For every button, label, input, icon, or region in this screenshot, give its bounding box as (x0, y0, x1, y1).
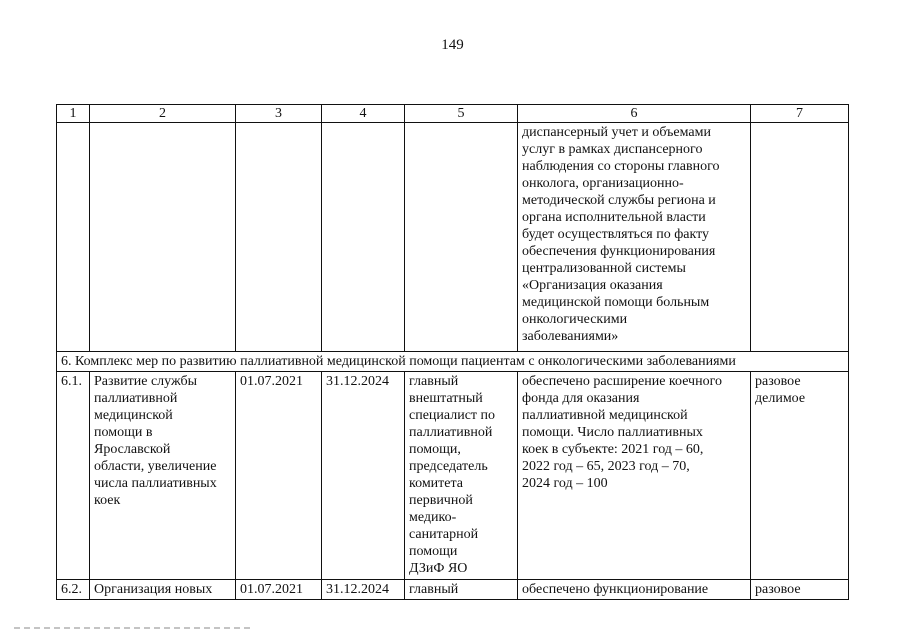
measure-name-cell (90, 580, 236, 600)
measures-table (56, 104, 849, 600)
responsible-line: комитета (409, 476, 464, 491)
end-date: 31.12.2024 (322, 580, 405, 600)
row-number: 6.2. (57, 580, 90, 600)
header-col-2: 2 (90, 105, 236, 123)
result-line: органа исполнительной власти (522, 210, 706, 225)
responsible-line: помощи (409, 544, 458, 559)
table-row (57, 372, 849, 580)
result-line: 2024 год – 100 (522, 476, 608, 491)
type-line: разовое (755, 374, 801, 389)
result-line: будет осуществляться по факту (522, 227, 710, 242)
measure-name-line: числа паллиативных (94, 476, 217, 491)
responsible-line: внештатный (409, 391, 483, 406)
result-line: медицинской помощи больным (522, 295, 710, 310)
result-line: 2022 год – 65, 2023 год – 70, (522, 459, 690, 474)
result-line: диспансерный учет и объемами (522, 125, 711, 140)
measure-name-cell (90, 372, 236, 580)
end-date: 31.12.2024 (322, 372, 405, 580)
result-line: помощи. Число паллиативных (522, 425, 703, 440)
result-line: методической службы региона и (522, 193, 716, 208)
type-cell (751, 372, 849, 580)
result-line: заболеваниями» (522, 329, 619, 344)
result-line: коек в субъекте: 2021 год – 60, (522, 442, 704, 457)
table-row (57, 580, 849, 600)
responsible-line: первичной (409, 493, 473, 508)
measure-name-line: помощи в (94, 425, 153, 440)
responsible-line: медико- (409, 510, 457, 525)
type-cell (751, 580, 849, 600)
page-number: 149 (441, 37, 464, 53)
responsible-line: паллиативной (409, 425, 493, 440)
result-line: обеспечено расширение коечного (522, 374, 722, 389)
result-line: обеспечено функционирование (522, 582, 709, 597)
section-title: 6. Комплекс мер по развитию паллиативной медицинской помощи пациентам с онкологическими заболеваниями (57, 352, 849, 372)
measure-name-line: Развитие службы (94, 374, 197, 389)
measure-name-line: Организация новых (94, 582, 213, 597)
continuation-cell-1 (57, 123, 90, 352)
result-line: наблюдения со стороны главного (522, 159, 720, 174)
result-line: централизованной системы (522, 261, 686, 276)
header-col-6: 6 (518, 105, 751, 123)
start-date: 01.07.2021 (236, 580, 322, 600)
header-col-7: 7 (751, 105, 849, 123)
responsible-line: помощи, (409, 442, 461, 457)
responsible-line: санитарной (409, 527, 479, 542)
responsible-line: специалист по (409, 408, 496, 423)
result-line: онколога, организационно- (522, 176, 684, 191)
responsible-line: ДЗиФ ЯО (409, 561, 468, 576)
result-cell (518, 372, 751, 580)
responsible-line: председатель (409, 459, 488, 474)
start-date: 01.07.2021 (236, 372, 322, 580)
header-col-3: 3 (236, 105, 322, 123)
result-line: паллиативной медицинской (522, 408, 688, 423)
continuation-cell-2 (90, 123, 236, 352)
continuation-cell-5 (405, 123, 518, 352)
responsible-line: главный (409, 582, 459, 597)
continuation-cell-4 (322, 123, 405, 352)
result-cell (518, 580, 751, 600)
continuation-result-cell (518, 123, 751, 352)
scan-artifact (14, 627, 254, 629)
measure-name-line: медицинской (94, 408, 173, 423)
result-line: онкологическими (522, 312, 628, 327)
result-line: фонда для оказания (522, 391, 640, 406)
measure-name-line: паллиативной (94, 391, 178, 406)
responsible-cell (405, 580, 518, 600)
row-number: 6.1. (57, 372, 90, 580)
continuation-cell-3 (236, 123, 322, 352)
section-row (57, 352, 849, 372)
result-line: обеспечения функционирования (522, 244, 716, 259)
header-col-5: 5 (405, 105, 518, 123)
type-line: делимое (755, 391, 806, 406)
type-line: разовое (755, 582, 801, 597)
result-line: услуг в рамках диспансерного (522, 142, 703, 157)
responsible-line: главный (409, 374, 459, 389)
header-col-1: 1 (57, 105, 90, 123)
header-row (57, 105, 849, 123)
result-line: «Организация оказания (522, 278, 663, 293)
continuation-row (57, 123, 849, 352)
measure-name-line: области, увеличение (94, 459, 217, 474)
responsible-cell (405, 372, 518, 580)
header-col-4: 4 (322, 105, 405, 123)
measure-name-line: Ярославской (94, 442, 171, 457)
continuation-cell-7 (751, 123, 849, 352)
measure-name-line: коек (94, 493, 121, 508)
